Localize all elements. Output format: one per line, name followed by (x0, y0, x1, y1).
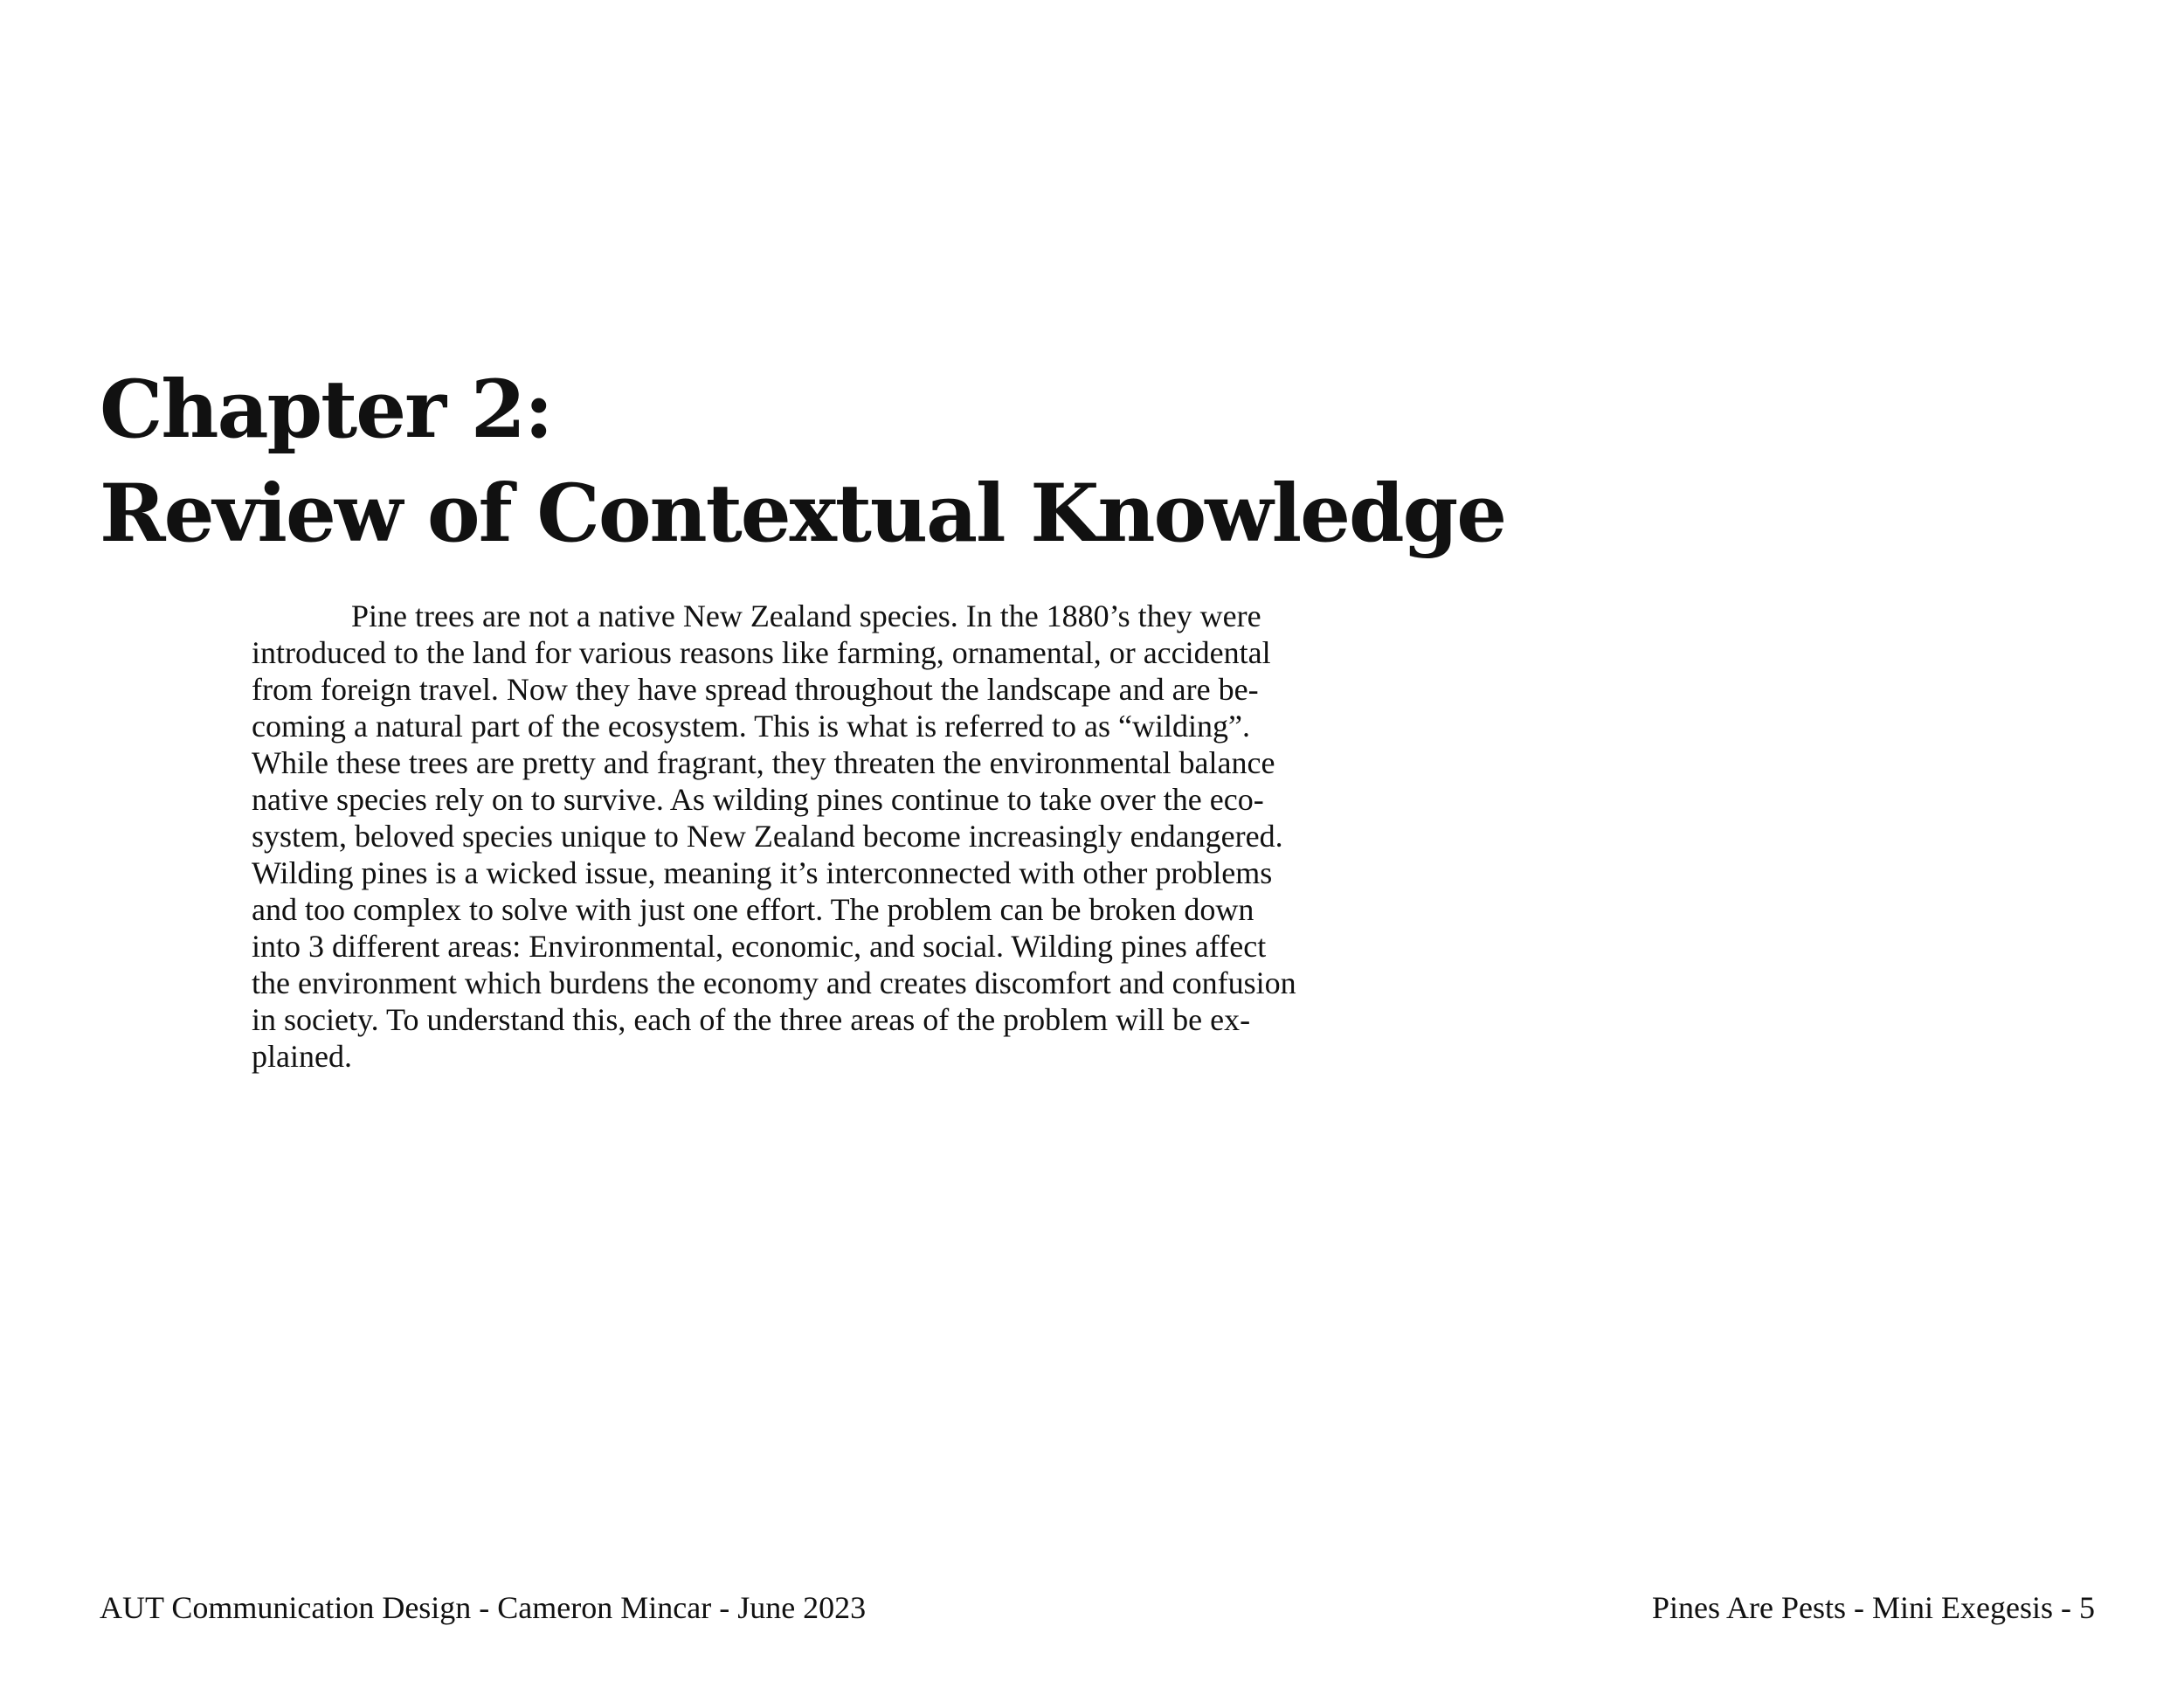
body-paragraph (252, 598, 1501, 1075)
paragraph-line: Pine trees are not a native New Zealand species. In the 1880’s they were (351, 598, 1261, 633)
paragraph-line: native species rely on to survive. As wilding pines continue to take over the eco- (252, 782, 1264, 817)
paragraph-line: from foreign travel. Now they have spread throughout the landscape and are be- (252, 672, 1259, 707)
paragraph-line: system, beloved species unique to New Zealand become increasingly endangered. (252, 819, 1283, 854)
paragraph-line: plained. (252, 1039, 352, 1074)
chapter-title: Review of Contextual Knowledge (100, 467, 1506, 560)
paragraph-line: Wilding pines is a wicked issue, meaning it’s interconnected with other problems (252, 855, 1273, 890)
footer-page-info: Pines Are Pests - Mini Exegesis - 5 (1652, 1590, 2095, 1625)
paragraph-line: in society. To understand this, each of the three areas of the problem will be ex- (252, 1002, 1251, 1037)
footer-credit: AUT Communication Design - Cameron Mincar - June 2023 (100, 1590, 867, 1625)
paragraph-line: and too complex to solve with just one effort. The problem can be broken down (252, 892, 1254, 927)
paragraph-line: coming a natural part of the ecosystem. This is what is referred to as “wilding”. (252, 709, 1250, 744)
paragraph-line: the environment which burdens the economy and creates discomfort and confusion (252, 965, 1296, 1000)
chapter-number: Chapter 2: (100, 363, 552, 456)
paragraph-line: into 3 different areas: Environmental, economic, and social. Wilding pines affect (252, 929, 1267, 964)
chapter-heading (100, 358, 1505, 566)
paragraph-line: While these trees are pretty and fragrant, they threaten the environmental balance (252, 745, 1275, 780)
paragraph-line: introduced to the land for various reasons like farming, ornamental, or accidental (252, 635, 1271, 670)
